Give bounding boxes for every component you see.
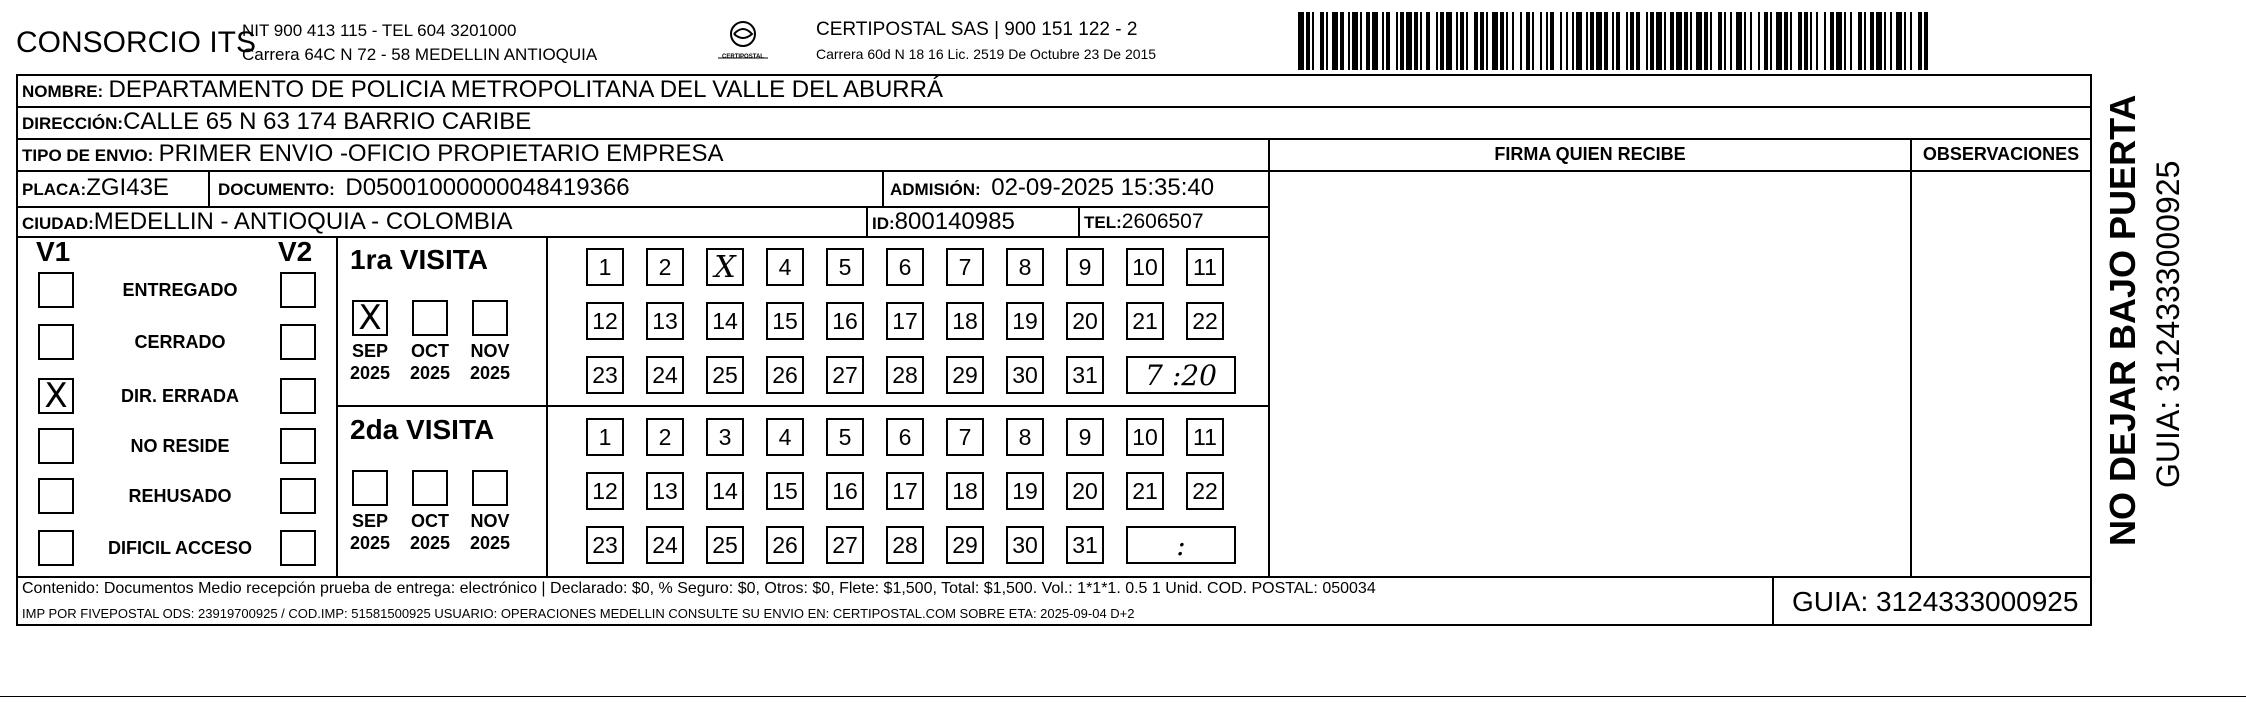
id-value: 800140985	[894, 208, 1015, 235]
v2-checkbox[interactable]	[280, 272, 316, 308]
day-box[interactable]	[1006, 248, 1044, 286]
day-number: 6	[898, 253, 912, 280]
day-box[interactable]	[946, 248, 984, 286]
month-name: SEP	[351, 511, 389, 531]
v2-checkbox[interactable]	[280, 478, 316, 514]
visit-title: 2da VISITA	[350, 414, 495, 445]
day-box[interactable]	[1126, 472, 1164, 510]
day-number: 29	[952, 531, 978, 558]
day-number: 15	[772, 307, 798, 334]
day-number: 20	[1072, 477, 1098, 504]
day-box[interactable]	[766, 302, 804, 340]
day-number: 4	[778, 253, 792, 280]
day-box[interactable]	[886, 418, 924, 456]
day-number: 23	[592, 361, 618, 388]
day-number: 1	[598, 253, 612, 280]
day-number: 31	[1072, 361, 1098, 388]
month-year: 2025	[349, 363, 391, 383]
day-number: 25	[712, 361, 738, 388]
day-box[interactable]	[826, 418, 864, 456]
v1-checkbox[interactable]	[38, 530, 74, 566]
day-number: 15	[772, 477, 798, 504]
day-box[interactable]	[886, 472, 924, 510]
day-box[interactable]	[826, 526, 864, 564]
day-box[interactable]	[586, 302, 624, 340]
day-box[interactable]	[586, 418, 624, 456]
month-year: 2025	[469, 363, 511, 383]
month-checkbox[interactable]	[352, 470, 388, 506]
tel-value: 2606507	[1121, 210, 1204, 233]
v1-checkbox[interactable]	[38, 272, 74, 308]
placa-value: ZGI43E	[86, 174, 169, 201]
month-year: 2025	[409, 363, 451, 383]
day-number: X	[714, 249, 736, 285]
ciudad-label: CIUDAD:	[22, 214, 94, 233]
documento-value: D05001000000048419366	[345, 174, 630, 201]
day-box[interactable]	[886, 302, 924, 340]
certipostal-logo	[712, 18, 774, 66]
day-number: 9	[1078, 423, 1092, 450]
side-guia: GUIA: 3124333000925	[2150, 160, 2186, 488]
day-number: 17	[892, 307, 918, 334]
day-number: 17	[892, 477, 918, 504]
admision-value: 02-09-2025 15:35:40	[991, 174, 1215, 201]
time-field[interactable]: 7 :20	[1126, 356, 1236, 394]
month-name: NOV	[470, 511, 510, 531]
day-box[interactable]	[946, 526, 984, 564]
v2-checkbox[interactable]	[280, 324, 316, 360]
visit-title: 1ra VISITA	[350, 244, 488, 275]
direccion-label: DIRECCIÓN:	[22, 114, 124, 133]
footer-guia: GUIA: 3124333000925	[1792, 586, 2079, 617]
reason-label: DIR. ERRADA	[120, 386, 239, 406]
day-box[interactable]	[1186, 248, 1224, 286]
day-number: 14	[712, 307, 738, 334]
day-number: 26	[772, 361, 798, 388]
month-year: 2025	[349, 533, 391, 553]
v2-checkbox[interactable]	[280, 378, 316, 414]
month-checkbox[interactable]	[472, 470, 508, 506]
nit-line: NIT 900 413 115 - TEL 604 3201000	[242, 21, 517, 40]
day-box[interactable]	[706, 356, 744, 394]
day-number: 8	[1018, 253, 1032, 280]
day-box[interactable]	[1066, 418, 1104, 456]
day-box[interactable]	[1066, 356, 1104, 394]
day-number: 23	[592, 531, 618, 558]
time-field[interactable]: :	[1126, 526, 1236, 564]
month-checkbox[interactable]	[412, 300, 448, 336]
day-number: 2	[658, 423, 672, 450]
tel-label: TEL:	[1084, 213, 1122, 232]
day-number: 30	[1012, 531, 1038, 558]
day-box[interactable]	[706, 248, 744, 286]
month-name: NOV	[470, 341, 510, 361]
day-number: 28	[892, 531, 918, 558]
v2-checkbox[interactable]	[280, 428, 316, 464]
day-box[interactable]	[946, 472, 984, 510]
day-box[interactable]	[1066, 302, 1104, 340]
day-box[interactable]	[646, 526, 684, 564]
documento-label: DOCUMENTO:	[218, 180, 335, 199]
reason-label: CERRADO	[134, 332, 226, 352]
day-box[interactable]	[1066, 472, 1104, 510]
admision-label: ADMISIÓN:	[890, 180, 981, 199]
day-box[interactable]	[946, 302, 984, 340]
month-label	[462, 340, 518, 384]
logo-text: CERTIPOSTAL	[722, 54, 764, 60]
day-number: 21	[1132, 307, 1158, 334]
reason-label: ENTREGADO	[122, 280, 238, 300]
v2-checkbox[interactable]	[280, 530, 316, 566]
month-label	[342, 340, 398, 384]
day-box[interactable]	[1126, 418, 1164, 456]
day-box[interactable]	[886, 248, 924, 286]
day-number: 18	[952, 477, 978, 504]
day-box[interactable]	[766, 472, 804, 510]
v1-checkbox[interactable]	[38, 428, 74, 464]
placa-label: PLACA:	[22, 180, 87, 199]
day-box[interactable]	[646, 472, 684, 510]
day-number: 21	[1132, 477, 1158, 504]
no-dejar-warning: NO DEJAR BAJO PUERTA	[2102, 94, 2143, 546]
firma-header: FIRMA QUIEN RECIBE	[1494, 144, 1686, 164]
month-checkbox[interactable]	[352, 300, 388, 336]
month-label	[462, 510, 518, 554]
day-box[interactable]	[826, 356, 864, 394]
day-box[interactable]	[586, 356, 624, 394]
day-box[interactable]	[886, 356, 924, 394]
day-number: 19	[1012, 477, 1038, 504]
day-box[interactable]	[706, 472, 744, 510]
nombre-label: NOMBRE:	[22, 82, 104, 101]
day-number: 31	[1072, 531, 1098, 558]
day-number: 16	[832, 477, 858, 504]
tipo-envio-label: TIPO DE ENVIO:	[22, 146, 154, 165]
day-box[interactable]	[706, 418, 744, 456]
day-box[interactable]	[1006, 418, 1044, 456]
reason-label: NO RESIDE	[130, 436, 230, 456]
day-number: 22	[1192, 477, 1218, 504]
day-box[interactable]	[766, 418, 804, 456]
day-number: 1	[598, 423, 612, 450]
reason-label: DIFICIL ACCESO	[107, 538, 252, 558]
day-number: 25	[712, 531, 738, 558]
day-box[interactable]	[1006, 356, 1044, 394]
day-box[interactable]	[946, 418, 984, 456]
month-label	[342, 510, 398, 554]
nombre-value: DEPARTAMENTO DE POLICIA METROPOLITANA DEL VALLE DEL ABURRÁ	[108, 76, 943, 103]
v1-header: V1	[36, 236, 71, 267]
month-year: 2025	[469, 533, 511, 553]
day-number: 30	[1012, 361, 1038, 388]
day-number: 27	[832, 361, 858, 388]
day-number: 5	[838, 423, 852, 450]
day-box[interactable]	[1066, 248, 1104, 286]
month-checkbox[interactable]	[472, 300, 508, 336]
day-box[interactable]	[766, 356, 804, 394]
day-number: 12	[592, 477, 618, 504]
month-label	[402, 510, 458, 554]
day-number: 29	[952, 361, 978, 388]
day-number: 20	[1072, 307, 1098, 334]
id-label: ID:	[872, 214, 895, 233]
day-box[interactable]	[1006, 472, 1044, 510]
v1-checkbox[interactable]	[38, 378, 74, 414]
day-box[interactable]	[1186, 472, 1224, 510]
day-number: 18	[952, 307, 978, 334]
day-box[interactable]	[646, 418, 684, 456]
day-number: 7	[958, 253, 972, 280]
day-number: 13	[652, 477, 678, 504]
day-box[interactable]	[1006, 302, 1044, 340]
day-box[interactable]	[706, 526, 744, 564]
day-number: 16	[832, 307, 858, 334]
contenido-text: Contenido: Documentos Medio recepción prueba de entrega: electrónico | Declarado: $0, % Seguro: $0, Otros: $0, Flete: $1,500, Total: $1,500. Vol.: 1*1*1. 0.5 1 Unid. COD. POSTAL: 050034	[22, 580, 1376, 597]
day-box[interactable]	[1186, 418, 1224, 456]
month-name: SEP	[351, 341, 389, 361]
observaciones-header: OBSERVACIONES	[1922, 144, 2080, 164]
certipostal-line: CERTIPOSTAL SAS | 900 151 122 - 2	[816, 19, 1138, 40]
company-name: CONSORCIO ITS	[16, 26, 257, 59]
day-box[interactable]	[826, 472, 864, 510]
day-number: 19	[1012, 307, 1038, 334]
day-number: 14	[712, 477, 738, 504]
direccion-value: CALLE 65 N 63 174 BARRIO CARIBE	[123, 108, 532, 135]
imp-text: IMP POR FIVEPOSTAL ODS: 23919700925 / COD.IMP: 51581500925 USUARIO: OPERACIONES MEDELLIN CONSULTE SU ENVIO EN: CERTIPOSTAL.COM SOBRE ETA: 2025-09-04 D+2	[22, 606, 1135, 621]
day-box[interactable]	[826, 248, 864, 286]
month-name: OCT	[411, 511, 449, 531]
day-number: 10	[1132, 423, 1158, 450]
day-box[interactable]	[826, 302, 864, 340]
day-number: 13	[652, 307, 678, 334]
day-box[interactable]	[1126, 248, 1164, 286]
day-box[interactable]	[1126, 302, 1164, 340]
day-number: 28	[892, 361, 918, 388]
day-box[interactable]	[766, 248, 804, 286]
day-box[interactable]	[586, 526, 624, 564]
day-box[interactable]	[1006, 526, 1044, 564]
certipostal-address: Carrera 60d N 18 16 Lic. 2519 De Octubre 23 De 2015	[816, 46, 1157, 62]
v2-header: V2	[278, 236, 313, 267]
day-box[interactable]	[886, 526, 924, 564]
month-name: OCT	[411, 341, 449, 361]
day-number: 24	[652, 531, 678, 558]
day-number: 22	[1192, 307, 1218, 334]
v1-checkbox[interactable]	[38, 324, 74, 360]
day-number: 3	[718, 423, 732, 450]
day-number: 24	[652, 361, 678, 388]
day-box[interactable]	[766, 526, 804, 564]
month-year: 2025	[409, 533, 451, 553]
day-number: 8	[1018, 423, 1032, 450]
day-box[interactable]	[646, 302, 684, 340]
day-number: 4	[778, 423, 792, 450]
tipo-envio-value: PRIMER ENVIO -OFICIO PROPIETARIO EMPRESA	[158, 140, 724, 167]
day-number: 7	[958, 423, 972, 450]
month-checkbox[interactable]	[412, 470, 448, 506]
day-number: 5	[838, 253, 852, 280]
day-box[interactable]	[646, 248, 684, 286]
day-box[interactable]	[946, 356, 984, 394]
day-number: 12	[592, 307, 618, 334]
day-box[interactable]	[586, 472, 624, 510]
day-number: 11	[1193, 253, 1217, 280]
day-number: 11	[1193, 423, 1217, 450]
day-number: 6	[898, 423, 912, 450]
address-line: Carrera 64C N 72 - 58 MEDELLIN ANTIOQUIA	[242, 45, 598, 64]
ciudad-value: MEDELLIN - ANTIOQUIA - COLOMBIA	[93, 208, 513, 235]
day-box[interactable]	[1186, 302, 1224, 340]
barcode	[1298, 12, 1932, 70]
day-number: 27	[832, 531, 858, 558]
day-number: 9	[1078, 253, 1092, 280]
day-box[interactable]	[706, 302, 744, 340]
day-number: 26	[772, 531, 798, 558]
day-number: 10	[1132, 253, 1158, 280]
day-box[interactable]	[1066, 526, 1104, 564]
day-box[interactable]	[586, 248, 624, 286]
v1-checkbox[interactable]	[38, 478, 74, 514]
reason-label: REHUSADO	[128, 486, 232, 506]
day-number: 2	[658, 253, 672, 280]
day-box[interactable]	[646, 356, 684, 394]
month-label	[402, 340, 458, 384]
